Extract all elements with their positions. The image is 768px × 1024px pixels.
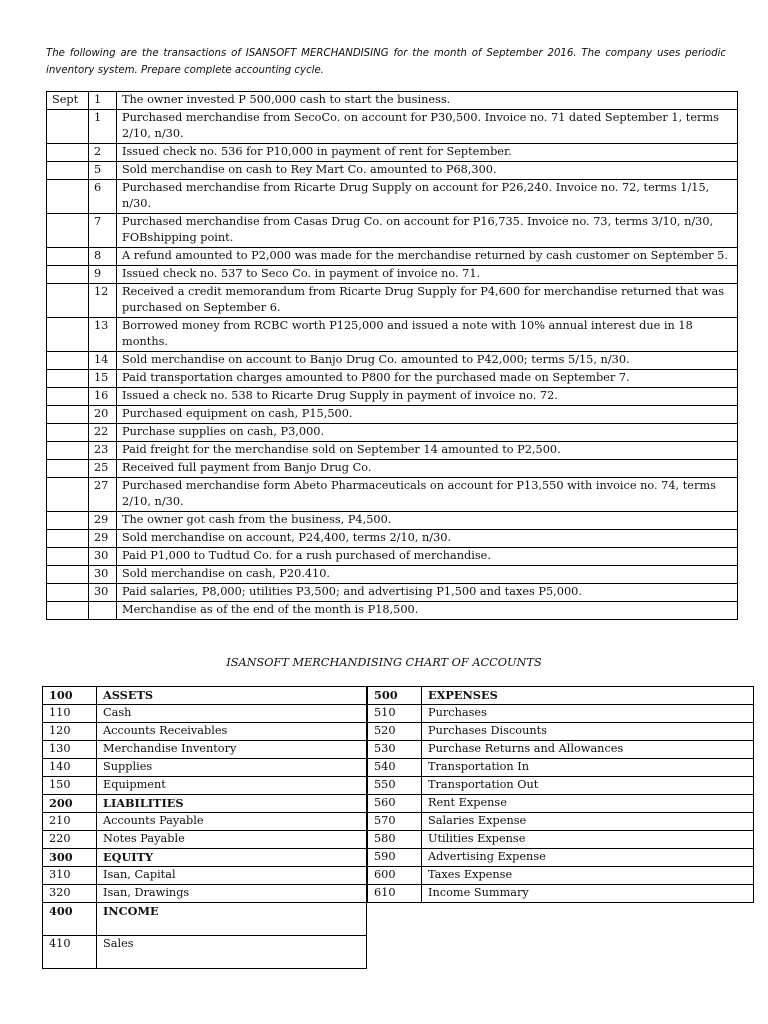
account-name: Isan, Drawings bbox=[97, 885, 367, 903]
account-code: 580 bbox=[368, 831, 422, 849]
transaction-month bbox=[47, 548, 89, 566]
account-code: 500 bbox=[368, 687, 422, 705]
account-row bbox=[43, 723, 367, 741]
account-row bbox=[368, 777, 754, 795]
account-code: 100 bbox=[43, 687, 97, 705]
transaction-description: Paid freight for the merchandise sold on September 14 amounted to P2,500. bbox=[117, 442, 738, 460]
account-code: 400 bbox=[43, 903, 97, 936]
account-row bbox=[368, 867, 754, 885]
transactions-table bbox=[46, 91, 738, 620]
transaction-row bbox=[47, 566, 738, 584]
account-code: 310 bbox=[43, 867, 97, 885]
transaction-description: Purchased merchandise from Ricarte Drug Supply on account for P26,240. Invoice no. 72, terms 1/15, n/30. bbox=[117, 180, 738, 214]
transaction-row bbox=[47, 144, 738, 162]
account-code: 590 bbox=[368, 849, 422, 867]
account-row bbox=[368, 723, 754, 741]
account-category-row bbox=[43, 687, 367, 705]
account-row bbox=[368, 741, 754, 759]
account-row bbox=[43, 777, 367, 795]
transaction-row bbox=[47, 248, 738, 266]
transaction-description: Purchased merchandise from Casas Drug Co. on account for P16,735. Invoice no. 73, terms 3/10, n/30, FOBshipping point. bbox=[117, 214, 738, 248]
transaction-day: 29 bbox=[89, 512, 117, 530]
account-row bbox=[43, 936, 367, 969]
transaction-description: Paid P1,000 to Tudtud Co. for a rush purchased of merchandise. bbox=[117, 548, 738, 566]
transaction-description: Received full payment from Banjo Drug Co. bbox=[117, 460, 738, 478]
account-name: Merchandise Inventory bbox=[97, 741, 367, 759]
transaction-day: 23 bbox=[89, 442, 117, 460]
account-row bbox=[368, 831, 754, 849]
transaction-month bbox=[47, 144, 89, 162]
account-name: Accounts Payable bbox=[97, 813, 367, 831]
transaction-month bbox=[47, 602, 89, 620]
transaction-month bbox=[47, 266, 89, 284]
transaction-row bbox=[47, 284, 738, 318]
account-code: 200 bbox=[43, 795, 97, 813]
transaction-row bbox=[47, 584, 738, 602]
transaction-month bbox=[47, 248, 89, 266]
transaction-day: 22 bbox=[89, 424, 117, 442]
transaction-row bbox=[47, 162, 738, 180]
transaction-description: Sold merchandise on account, P24,400, terms 2/10, n/30. bbox=[117, 530, 738, 548]
transaction-month bbox=[47, 388, 89, 406]
account-code: 140 bbox=[43, 759, 97, 777]
transaction-month bbox=[47, 318, 89, 352]
transaction-row bbox=[47, 370, 738, 388]
account-category-row bbox=[43, 903, 367, 936]
transaction-month bbox=[47, 478, 89, 512]
account-row bbox=[43, 813, 367, 831]
chart-of-accounts-right-table bbox=[367, 686, 754, 903]
account-name: Cash bbox=[97, 705, 367, 723]
account-code: 120 bbox=[43, 723, 97, 741]
transaction-day: 2 bbox=[89, 144, 117, 162]
account-name: Transportation Out bbox=[422, 777, 754, 795]
account-name: Isan, Capital bbox=[97, 867, 367, 885]
account-code: 560 bbox=[368, 795, 422, 813]
transaction-month bbox=[47, 530, 89, 548]
intro-paragraph: The following are the transactions of ISANSOFT MERCHANDISING for the month of September 2016. The company uses periodic inventory system. Prepare complete accounting cycle. bbox=[46, 48, 726, 76]
transaction-description: Merchandise as of the end of the month is P18,500. bbox=[117, 602, 738, 620]
transaction-day: 5 bbox=[89, 162, 117, 180]
transaction-day: 1 bbox=[89, 92, 117, 110]
transaction-month bbox=[47, 214, 89, 248]
transaction-description: A refund amounted to P2,000 was made for the merchandise returned by cash customer on September 5. bbox=[117, 248, 738, 266]
transaction-description: The owner invested P 500,000 cash to start the business. bbox=[117, 92, 738, 110]
transaction-day: 6 bbox=[89, 180, 117, 214]
account-code: 550 bbox=[368, 777, 422, 795]
transaction-row bbox=[47, 442, 738, 460]
account-name: LIABILITIES bbox=[97, 795, 367, 813]
account-row bbox=[368, 795, 754, 813]
transaction-month bbox=[47, 424, 89, 442]
account-name: Sales bbox=[97, 936, 367, 969]
transaction-day: 12 bbox=[89, 284, 117, 318]
transaction-month bbox=[47, 584, 89, 602]
transaction-month bbox=[47, 566, 89, 584]
transaction-description: Sold merchandise on cash to Rey Mart Co. amounted to P68,300. bbox=[117, 162, 738, 180]
transaction-month bbox=[47, 442, 89, 460]
account-name: Income Summary bbox=[422, 885, 754, 903]
account-name: Notes Payable bbox=[97, 831, 367, 849]
account-code: 570 bbox=[368, 813, 422, 831]
transaction-description: Issued check no. 537 to Seco Co. in payment of invoice no. 71. bbox=[117, 266, 738, 284]
account-code: 130 bbox=[43, 741, 97, 759]
transaction-month: Sept bbox=[47, 92, 89, 110]
account-name: Utilities Expense bbox=[422, 831, 754, 849]
transaction-description: Issued check no. 536 for P10,000 in payment of rent for September. bbox=[117, 144, 738, 162]
transaction-day: 1 bbox=[89, 110, 117, 144]
transaction-description: Borrowed money from RCBC worth P125,000 and issued a note with 10% annual interest due in 18 months. bbox=[117, 318, 738, 352]
account-code: 540 bbox=[368, 759, 422, 777]
account-code: 320 bbox=[43, 885, 97, 903]
account-name: Purchase Returns and Allowances bbox=[422, 741, 754, 759]
account-code: 510 bbox=[368, 705, 422, 723]
account-name: Supplies bbox=[97, 759, 367, 777]
transaction-row bbox=[47, 92, 738, 110]
chart-of-accounts-left-table bbox=[42, 686, 367, 969]
account-code: 410 bbox=[43, 936, 97, 969]
transaction-description: Purchased merchandise form Abeto Pharmaceuticals on account for P13,550 with invoice no. 74, terms 2/10, n/30. bbox=[117, 478, 738, 512]
transaction-month bbox=[47, 370, 89, 388]
account-row bbox=[43, 831, 367, 849]
transaction-month bbox=[47, 352, 89, 370]
transaction-description: Paid salaries, P8,000; utilities P3,500; and advertising P1,500 and taxes P5,000. bbox=[117, 584, 738, 602]
account-row bbox=[43, 885, 367, 903]
account-name: Advertising Expense bbox=[422, 849, 754, 867]
transaction-day: 16 bbox=[89, 388, 117, 406]
transaction-description: Issued a check no. 538 to Ricarte Drug Supply in payment of invoice no. 72. bbox=[117, 388, 738, 406]
chart-of-accounts-title: ISANSOFT MERCHANDISING CHART OF ACCOUNTS bbox=[226, 656, 542, 669]
account-name: ASSETS bbox=[97, 687, 367, 705]
account-row bbox=[43, 867, 367, 885]
account-name: Transportation In bbox=[422, 759, 754, 777]
transaction-day: 14 bbox=[89, 352, 117, 370]
account-row bbox=[43, 759, 367, 777]
account-row bbox=[368, 759, 754, 777]
transaction-row bbox=[47, 530, 738, 548]
transaction-day: 8 bbox=[89, 248, 117, 266]
transaction-description: Purchase supplies on cash, P3,000. bbox=[117, 424, 738, 442]
transaction-row bbox=[47, 352, 738, 370]
transaction-month bbox=[47, 406, 89, 424]
account-category-row bbox=[43, 849, 367, 867]
transaction-row bbox=[47, 110, 738, 144]
transaction-month bbox=[47, 162, 89, 180]
account-row bbox=[368, 813, 754, 831]
account-row bbox=[368, 849, 754, 867]
transaction-row bbox=[47, 214, 738, 248]
transaction-row bbox=[47, 180, 738, 214]
account-code: 220 bbox=[43, 831, 97, 849]
transaction-month bbox=[47, 512, 89, 530]
account-code: 600 bbox=[368, 867, 422, 885]
transaction-day: 27 bbox=[89, 478, 117, 512]
account-code: 530 bbox=[368, 741, 422, 759]
transaction-day: 30 bbox=[89, 566, 117, 584]
transaction-month bbox=[47, 110, 89, 144]
transaction-day: 15 bbox=[89, 370, 117, 388]
transaction-day bbox=[89, 602, 117, 620]
account-code: 520 bbox=[368, 723, 422, 741]
account-code: 110 bbox=[43, 705, 97, 723]
transaction-row bbox=[47, 424, 738, 442]
transaction-description: Purchased equipment on cash, P15,500. bbox=[117, 406, 738, 424]
transaction-row bbox=[47, 478, 738, 512]
transaction-day: 30 bbox=[89, 548, 117, 566]
transaction-month bbox=[47, 284, 89, 318]
transaction-row bbox=[47, 548, 738, 566]
transaction-month bbox=[47, 460, 89, 478]
transaction-description: Paid transportation charges amounted to P800 for the purchased made on September 7. bbox=[117, 370, 738, 388]
account-name: Taxes Expense bbox=[422, 867, 754, 885]
transaction-day: 7 bbox=[89, 214, 117, 248]
account-code: 300 bbox=[43, 849, 97, 867]
account-row bbox=[368, 885, 754, 903]
transaction-day: 20 bbox=[89, 406, 117, 424]
transaction-description: The owner got cash from the business, P4,500. bbox=[117, 512, 738, 530]
account-name: Salaries Expense bbox=[422, 813, 754, 831]
transaction-month bbox=[47, 180, 89, 214]
transaction-row bbox=[47, 266, 738, 284]
account-row bbox=[43, 741, 367, 759]
transaction-row bbox=[47, 512, 738, 530]
account-row bbox=[368, 705, 754, 723]
account-code: 610 bbox=[368, 885, 422, 903]
account-name: Equipment bbox=[97, 777, 367, 795]
account-name: Purchases bbox=[422, 705, 754, 723]
transaction-row bbox=[47, 318, 738, 352]
account-name: EQUITY bbox=[97, 849, 367, 867]
transaction-description: Sold merchandise on cash, P20.410. bbox=[117, 566, 738, 584]
transaction-description: Sold merchandise on account to Banjo Drug Co. amounted to P42,000; terms 5/15, n/30. bbox=[117, 352, 738, 370]
transaction-day: 9 bbox=[89, 266, 117, 284]
transaction-day: 13 bbox=[89, 318, 117, 352]
account-code: 210 bbox=[43, 813, 97, 831]
account-name: Rent Expense bbox=[422, 795, 754, 813]
transaction-row bbox=[47, 602, 738, 620]
transaction-row bbox=[47, 460, 738, 478]
transaction-day: 25 bbox=[89, 460, 117, 478]
account-code: 150 bbox=[43, 777, 97, 795]
transaction-day: 30 bbox=[89, 584, 117, 602]
account-name: Purchases Discounts bbox=[422, 723, 754, 741]
transaction-description: Received a credit memorandum from Ricarte Drug Supply for P4,600 for merchandise returned that was purchased on September 6. bbox=[117, 284, 738, 318]
transaction-day: 29 bbox=[89, 530, 117, 548]
account-category-row bbox=[368, 687, 754, 705]
transaction-description: Purchased merchandise from SecoCo. on account for P30,500. Invoice no. 71 dated September 1, terms 2/10, n/30. bbox=[117, 110, 738, 144]
account-name: INCOME bbox=[97, 903, 367, 936]
account-name: Accounts Receivables bbox=[97, 723, 367, 741]
account-name: EXPENSES bbox=[422, 687, 754, 705]
account-row bbox=[43, 705, 367, 723]
account-category-row bbox=[43, 795, 367, 813]
transaction-row bbox=[47, 406, 738, 424]
transaction-row bbox=[47, 388, 738, 406]
